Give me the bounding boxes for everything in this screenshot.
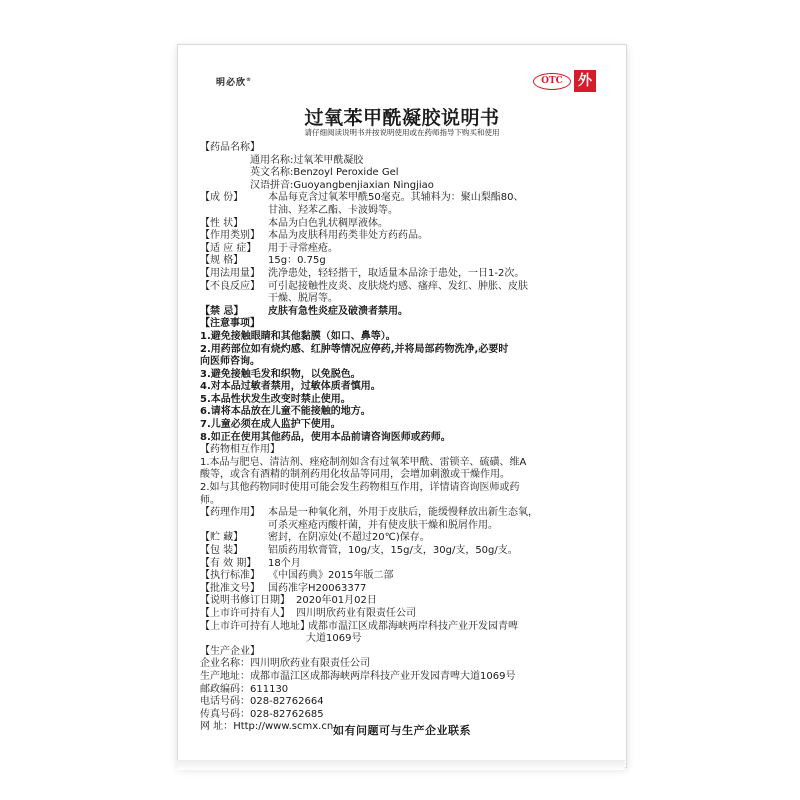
pharmacology-row-cont: 可杀灭痤疮丙酸杆菌，并有使皮肤干燥和脱屑作用。 [268,519,498,531]
interaction-item: 酸等，或含有酒精的制剂药用化妆品等同用，会增加刺激或干燥作用。 [200,469,510,481]
english-name-row: 英文名称: Benzoyl Peroxide Gel [250,167,399,179]
standard-row: 【执行标准】 《中国药典》2015年版二部 [200,570,394,582]
precaution-item: 3.避免接触毛发和织物，以免脱色。 [200,368,361,380]
interaction-item: 1.本品与肥皂、清洁剂、痤疮制剂如含有过氧苯甲酰、雷锁辛、硫磺、维A [200,456,527,468]
mah-address-row-cont: 大道1069号 [306,633,362,645]
category-row: 【作用类别】 本品为皮肤科用药类非处方药药品。 [200,230,428,242]
manufacturer-address-row: 生产地址： 成都市温江区成都海峡两岸科技产业开发园青啤大道1069号 [200,670,516,682]
contact-footer: 如有问题可与生产企业联系 [333,724,471,737]
precaution-item: 6.请将本品放在儿童不能接触的地方。 [200,406,371,418]
otc-badge: OTC [533,73,571,90]
adverse-reactions-row-cont: 干燥、脱屑等。 [268,293,338,305]
instruction-sheet [177,44,627,768]
composition-row-cont: 甘油、羟苯乙酯、卡波姆等。 [268,204,398,216]
logo-registered-mark: ® [246,77,253,83]
document-subtitle: 请仔细阅读说明书并按说明使用或在药师指导下购买和使用 [304,128,500,137]
pharmacology-row: 【药理作用】 本品是一种氧化剂，外用于皮肤后，能缓慢释放出新生态氧， [200,507,538,519]
precaution-item: 1.避免接触眼睛和其他黏膜（如口、鼻等）。 [200,330,396,342]
postal-code-row: 邮政编码： 611130 [200,683,289,695]
sheet-shadow [177,760,625,770]
specification-row: 【规 格】 15g：0.75g [200,255,326,267]
indications-row: 【适 应 症】 用于寻常痤疮。 [200,242,338,254]
interaction-item: 师。 [200,494,220,506]
revision-date-row: 【说明书修订日期】 2020年01月02日 [200,595,377,607]
approval-row: 【批准文号】 国药准字H20063377 [200,582,367,594]
package-row: 【包 装】 铝质药用软膏管，10g/支，15g/支，30g/支，50g/支。 [200,545,518,556]
document-body [200,142,610,734]
website-row: 网 址： Http://www.scmx.cn [200,721,334,733]
precaution-item: 7.儿童必须在成人监护下使用。 [200,419,341,431]
storage-row: 【贮 藏】 密封，在阴凉处(不超过20℃)保存。 [200,532,430,544]
contraindications-row: 【禁 忌】 皮肤有急性炎症及破溃者禁用。 [200,305,408,317]
mah-address-row: 【上市许可持有人地址】 成都市温江区成都海峡两岸科技产业开发园青啤 [200,620,518,632]
otc-mark [533,70,596,92]
drug-name-section: 【药品名称】 [200,142,260,153]
brand-logo [216,75,252,88]
interactions-section: 【药物相互作用】 [200,444,280,456]
otc-external-use-badge: 外 [574,70,596,92]
fax-row: 传真号码： 028-82762685 [200,708,324,720]
precaution-item: 5.本品性状发生改变时禁止使用。 [200,393,351,405]
mah-row: 【上市许可持有人】 四川明欣药业有限责任公司 [200,607,416,619]
dosage-row: 【用法用量】 洗净患处，轻轻揩干，取适量本品涂于患处，一日1-2次。 [200,267,525,279]
composition-row: 【成 份】 本品每克含过氧苯甲酰50毫克。其辅料为：聚山梨酯80、 [200,192,524,204]
pinyin-name-row: 汉语拼音: Guoyangbenjiaxian Ningjiao [250,179,434,191]
properties-row: 【性 状】 本品为白色乳状稠厚液体。 [200,217,388,229]
precautions-section: 【注意事项】 [200,318,260,330]
generic-name-row: 通用名称: 过氧苯甲酰凝胶 [250,154,364,166]
precaution-item: 向医师咨询。 [200,356,260,368]
manufacturer-name-row: 企业名称： 四川明欣药业有限责任公司 [200,658,370,670]
precaution-item: 2.用药部位如有烧灼感、红肿等情况应停药,并将局部药物洗净,必要时 [200,343,509,355]
precaution-item: 4.对本品过敏者禁用，过敏体质者慎用。 [200,381,381,393]
interaction-item: 2.如与其他药物同时使用可能会发生药物相互作用，详情请咨询医师或药 [200,482,520,494]
phone-row: 电话号码： 028-82762664 [200,696,324,708]
validity-row: 【有 效 期】 18个月 [200,557,301,569]
logo-text: 明必欣 [216,78,247,88]
manufacturer-section: 【生产企业】 [200,645,260,657]
document-title: 过氧苯甲酰凝胶说明书 [304,107,500,129]
adverse-reactions-row: 【不良反应】 可引起接触性皮炎、皮肤烧灼感、瘙痒、发红、肿胀、皮肤 [200,280,528,292]
precaution-item: 8.如正在使用其他药品，使用本品前请咨询医师或药师。 [200,431,451,443]
